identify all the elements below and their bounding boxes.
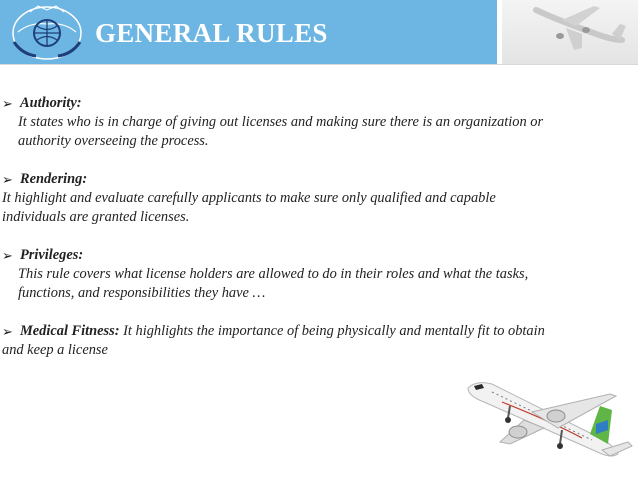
rule-body-line: individuals are granted licenses. — [2, 209, 190, 225]
rule-inline-body: It highlights the importance of being physically and mentally fit to obtain — [119, 323, 545, 339]
rule-authority — [0, 94, 632, 151]
rule-body-line: and keep a license — [2, 342, 108, 358]
airplane-photo — [502, 0, 638, 64]
arrowhead-bullet-icon: ➢ — [2, 324, 13, 339]
arrowhead-bullet-icon: ➢ — [2, 96, 13, 111]
rule-medical-fitness — [0, 322, 632, 360]
airliner-photo — [462, 372, 638, 478]
rule-body-line: It states who is in charge of giving out licenses and making sure there is an organization or — [18, 114, 544, 130]
rules-list — [0, 94, 632, 360]
icao-logo — [8, 2, 86, 62]
rule-body-line: This rule covers what license holders are allowed to do in their roles and what the tasks, — [18, 266, 529, 282]
rule-body-line: It highlight and evaluate carefully applicants to make sure only qualified and capable — [2, 190, 496, 206]
rule-body-line: authority overseeing the process. — [18, 133, 209, 149]
rule-title: Rendering: — [20, 171, 88, 187]
rule-title: Authority: — [20, 95, 82, 111]
rule-body-line: functions, and responsibilities they have … — [18, 285, 266, 301]
rule-privileges — [0, 246, 632, 303]
header-divider — [0, 64, 638, 65]
rule-rendering — [0, 170, 632, 227]
rule-title: Privileges: — [20, 247, 84, 263]
rule-title: Medical Fitness: — [20, 323, 120, 339]
arrowhead-bullet-icon: ➢ — [2, 248, 13, 263]
header-bar — [0, 0, 497, 64]
page-title: GENERAL RULES — [95, 18, 328, 48]
arrowhead-bullet-icon: ➢ — [2, 172, 13, 187]
